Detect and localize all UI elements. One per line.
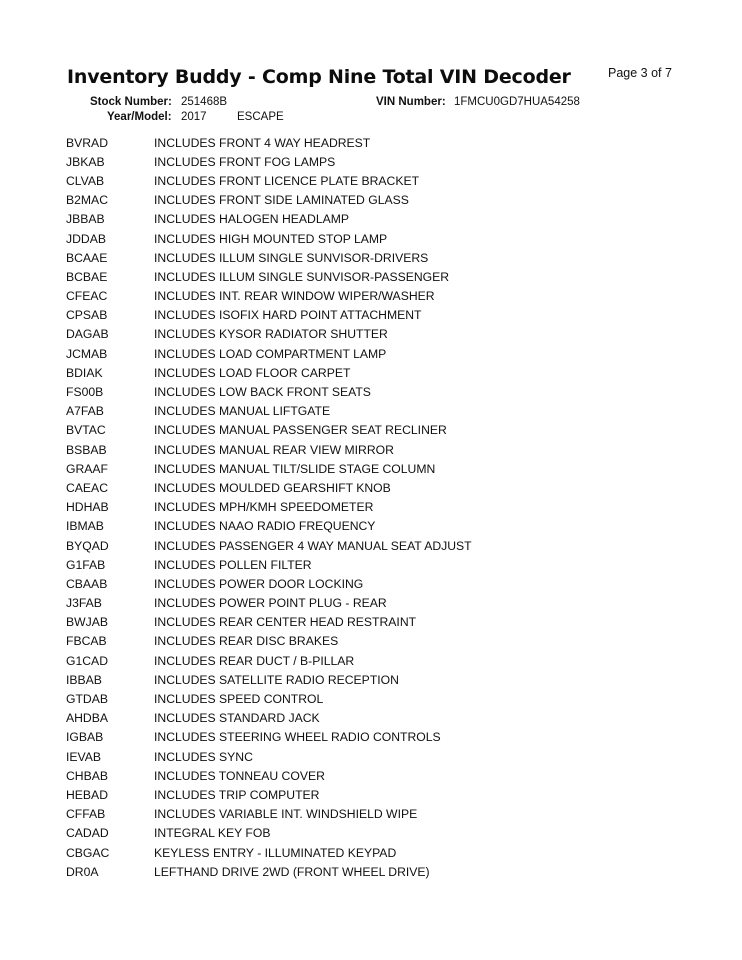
option-code: HEBAD (66, 787, 108, 802)
option-description: INCLUDES ILLUM SINGLE SUNVISOR-DRIVERS (154, 250, 429, 265)
option-code: CFEAC (66, 289, 108, 304)
list-item (66, 574, 686, 593)
stock-number-label: Stock Number: (90, 96, 172, 108)
list-item (66, 651, 686, 670)
list-item (66, 670, 686, 689)
option-description: INCLUDES FRONT 4 WAY HEADREST (154, 135, 371, 150)
option-description: INCLUDES MANUAL REAR VIEW MIRROR (154, 442, 394, 457)
list-item (66, 747, 686, 766)
option-description: INCLUDES MANUAL PASSENGER SEAT RECLINER (154, 423, 447, 438)
option-code-list (66, 133, 686, 881)
list-item (66, 517, 686, 536)
option-description: KEYLESS ENTRY - ILLUMINATED KEYPAD (154, 845, 397, 860)
option-description: INCLUDES ILLUM SINGLE SUNVISOR-PASSENGER (154, 269, 450, 284)
vin-number-value: 1FMCU0GD7HUA54258 (454, 96, 580, 108)
option-code: JCMAB (66, 346, 108, 361)
list-item (66, 709, 686, 728)
option-code: IGBAB (66, 730, 104, 745)
option-code: IBMAB (66, 519, 104, 534)
page-indicator: Page 3 of 7 (608, 66, 672, 80)
option-code: CBGAC (66, 845, 110, 860)
list-item (66, 613, 686, 632)
option-description: INCLUDES MOULDED GEARSHIFT KNOB (154, 480, 391, 495)
list-item (66, 862, 686, 881)
year-model-label: Year/Model: (107, 111, 172, 123)
option-code: IEVAB (66, 749, 101, 764)
option-code: J3FAB (66, 596, 102, 611)
option-code: BVRAD (66, 135, 108, 150)
option-description: INCLUDES REAR DISC BRAKES (154, 634, 339, 649)
list-item (66, 498, 686, 517)
option-description: INCLUDES POWER DOOR LOCKING (154, 576, 364, 591)
option-code: BWJAB (66, 615, 108, 630)
option-code: FS00B (66, 385, 104, 400)
list-item (66, 152, 686, 171)
option-code: DR0A (66, 864, 99, 879)
option-code: JDDAB (66, 231, 106, 246)
list-item (66, 267, 686, 286)
list-item (66, 459, 686, 478)
list-item (66, 191, 686, 210)
option-code: G1CAD (66, 653, 108, 668)
option-description: INCLUDES TRIP COMPUTER (154, 787, 320, 802)
list-item (66, 306, 686, 325)
list-item (66, 536, 686, 555)
list-item (66, 402, 686, 421)
option-description: INCLUDES MANUAL LIFTGATE (154, 404, 331, 419)
option-description: INCLUDES SATELLITE RADIO RECEPTION (154, 672, 399, 687)
vin-number-label: VIN Number: (376, 96, 446, 108)
list-item (66, 728, 686, 747)
model-value: ESCAPE (237, 111, 284, 123)
option-description: INCLUDES LOAD COMPARTMENT LAMP (154, 346, 387, 361)
option-description: INCLUDES ISOFIX HARD POINT ATTACHMENT (154, 308, 422, 323)
option-description: INCLUDES PASSENGER 4 WAY MANUAL SEAT ADJUST (154, 538, 472, 553)
option-code: BCBAE (66, 269, 108, 284)
option-description: INCLUDES FRONT SIDE LAMINATED GLASS (154, 193, 409, 208)
option-code: BCAAE (66, 250, 108, 265)
list-item (66, 325, 686, 344)
option-code: BSBAB (66, 442, 107, 457)
option-code: IBBAB (66, 672, 102, 687)
option-description: INCLUDES TONNEAU COVER (154, 768, 325, 783)
option-description: INCLUDES INT. REAR WINDOW WIPER/WASHER (154, 289, 435, 304)
list-item (66, 785, 686, 804)
list-item (66, 229, 686, 248)
option-code: CAEAC (66, 480, 108, 495)
option-code: CPSAB (66, 308, 108, 323)
option-description: INCLUDES FRONT LICENCE PLATE BRACKET (154, 173, 420, 188)
option-code: CBAAB (66, 576, 108, 591)
option-code: A7FAB (66, 404, 104, 419)
list-item (66, 843, 686, 862)
option-code: AHDBA (66, 711, 108, 726)
option-code: BYQAD (66, 538, 109, 553)
list-item (66, 248, 686, 267)
list-item (66, 344, 686, 363)
option-code: GRAAF (66, 461, 108, 476)
option-description: LEFTHAND DRIVE 2WD (FRONT WHEEL DRIVE) (154, 864, 430, 879)
option-code: JBKAB (66, 154, 105, 169)
option-description: INCLUDES SYNC (154, 749, 253, 764)
option-description: INCLUDES MPH/KMH SPEEDOMETER (154, 500, 374, 515)
option-code: DAGAB (66, 327, 109, 342)
option-code: GTDAB (66, 692, 108, 707)
option-description: INCLUDES POLLEN FILTER (154, 557, 312, 572)
list-item (66, 382, 686, 401)
option-description: INCLUDES VARIABLE INT. WINDSHIELD WIPE (154, 807, 418, 822)
option-code: BDIAK (66, 365, 103, 380)
option-description: INCLUDES KYSOR RADIATOR SHUTTER (154, 327, 388, 342)
list-item (66, 133, 686, 152)
option-code: B2MAC (66, 193, 108, 208)
list-item (66, 689, 686, 708)
option-description: INCLUDES FRONT FOG LAMPS (154, 154, 336, 169)
option-description: INCLUDES REAR DUCT / B-PILLAR (154, 653, 355, 668)
option-code: CFFAB (66, 807, 106, 822)
list-item (66, 594, 686, 613)
option-description: INCLUDES HIGH MOUNTED STOP LAMP (154, 231, 388, 246)
option-description: INCLUDES HALOGEN HEADLAMP (154, 212, 350, 227)
list-item (66, 824, 686, 843)
option-code: JBBAB (66, 212, 105, 227)
list-item (66, 363, 686, 382)
option-code: G1FAB (66, 557, 106, 572)
option-description: INCLUDES STEERING WHEEL RADIO CONTROLS (154, 730, 441, 745)
option-description: INCLUDES MANUAL TILT/SLIDE STAGE COLUMN (154, 461, 436, 476)
option-description: INCLUDES LOW BACK FRONT SEATS (154, 385, 371, 400)
list-item (66, 766, 686, 785)
list-item (66, 805, 686, 824)
list-item (66, 632, 686, 651)
option-description: INCLUDES SPEED CONTROL (154, 692, 324, 707)
option-code: CADAD (66, 826, 109, 841)
option-code: CLVAB (66, 173, 105, 188)
option-code: HDHAB (66, 500, 109, 515)
option-code: BVTAC (66, 423, 106, 438)
list-item (66, 171, 686, 190)
list-item (66, 210, 686, 229)
option-description: INCLUDES REAR CENTER HEAD RESTRAINT (154, 615, 417, 630)
list-item (66, 555, 686, 574)
option-description: INCLUDES NAAO RADIO FREQUENCY (154, 519, 376, 534)
list-item (66, 478, 686, 497)
year-value: 2017 (181, 111, 207, 123)
option-code: FBCAB (66, 634, 107, 649)
option-description: INCLUDES POWER POINT PLUG - REAR (154, 596, 387, 611)
option-description: INTEGRAL KEY FOB (154, 826, 271, 841)
list-item (66, 440, 686, 459)
stock-number-value: 251468B (181, 96, 228, 108)
option-description: INCLUDES LOAD FLOOR CARPET (154, 365, 351, 380)
list-item (66, 421, 686, 440)
document-title: Inventory Buddy - Comp Nine Total VIN Decoder (67, 66, 571, 88)
option-description: INCLUDES STANDARD JACK (154, 711, 320, 726)
list-item (66, 287, 686, 306)
option-code: CHBAB (66, 768, 108, 783)
